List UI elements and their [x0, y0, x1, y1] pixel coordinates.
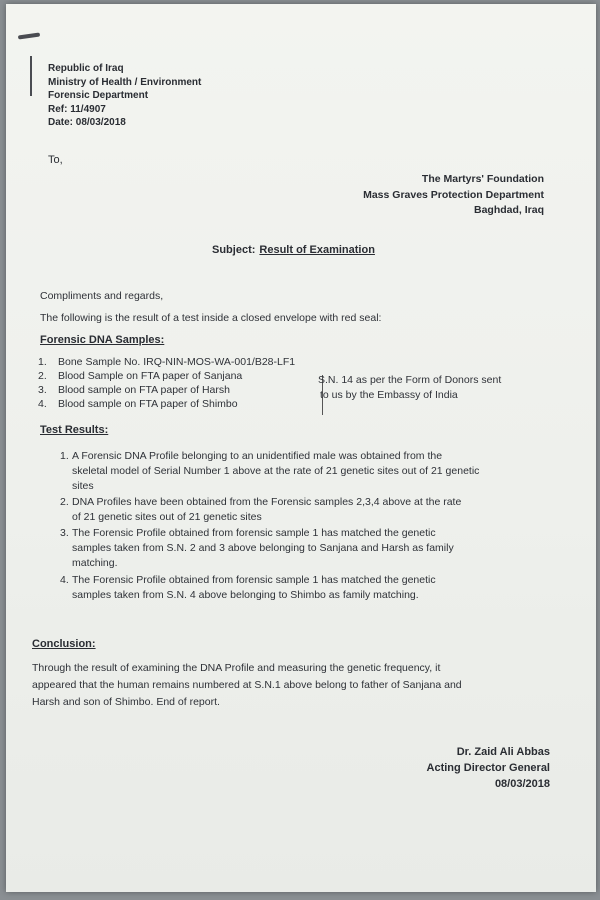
header-country: Republic of Iraq: [48, 63, 124, 74]
result-num-4: 4.: [60, 574, 69, 586]
greeting: Compliments and regards,: [40, 290, 164, 302]
result-1-line-2: skeletal model of Serial Number 1 above at the rate of 21 genetic sites out of 21 genetic: [72, 465, 480, 477]
conclusion-heading: Conclusion:: [32, 638, 96, 650]
conclusion-line-3: Harsh and son of Shimbo. End of report.: [32, 696, 220, 708]
sample-item-2: Blood Sample on FTA paper of Sanjana: [58, 370, 243, 382]
conclusion-line-1: Through the result of examining the DNA Profile and measuring the genetic frequency, it: [32, 662, 441, 674]
result-4-line-1: The Forensic Profile obtained from forensic sample 1 has matched the genetic: [72, 574, 436, 586]
result-3-line-1: The Forensic Profile obtained from forensic sample 1 has matched the genetic: [72, 527, 436, 539]
sample-num-2: 2.: [38, 370, 47, 382]
recipient-line-3: Baghdad, Iraq: [473, 204, 544, 216]
subject-text: Result of Examination: [259, 244, 375, 256]
sample-item-3: Blood sample on FTA paper of Harsh: [58, 384, 230, 396]
result-3-line-3: matching.: [72, 557, 118, 569]
subject-line: [212, 244, 375, 256]
document-page: [6, 4, 596, 892]
header-ministry: Ministry of Health / Environment: [48, 76, 202, 88]
result-4-line-2: samples taken from S.N. 4 above belonging to Shimbo as family matching.: [72, 589, 419, 601]
result-1-line-1: A Forensic DNA Profile belonging to an unidentified male was obtained from the: [72, 450, 443, 462]
samples-note-line-2: to us by the Embassy of India: [320, 389, 458, 401]
samples-heading: Forensic DNA Samples:: [40, 334, 165, 346]
sample-num-3: 3.: [38, 384, 47, 396]
header-date: Date: 08/03/2018: [48, 117, 126, 128]
result-3-line-2: samples taken from S.N. 2 and 3 above belonging to Sanjana and Harsh as family: [72, 542, 454, 554]
pen-mark: [18, 32, 40, 39]
result-2-line-1: DNA Profiles have been obtained from the Forensic samples 2,3,4 above at the rate: [72, 496, 462, 508]
to-label: To,: [48, 154, 63, 166]
signatory-name: Dr. Zaid Ali Abbas: [456, 746, 550, 758]
sample-item-4: Blood sample on FTA paper of Shimbo: [58, 398, 238, 410]
result-1-line-3: sites: [72, 480, 94, 492]
signatory-title: Acting Director General: [426, 762, 550, 774]
recipient-block: [363, 172, 544, 219]
recipient-line-2: Mass Graves Protection Department: [363, 188, 544, 201]
result-num-3: 3.: [60, 527, 69, 539]
letterhead: [48, 62, 201, 130]
margin-line: [30, 56, 32, 96]
result-2-line-2: of 21 genetic sites out of 21 genetic sites: [72, 511, 262, 523]
samples-note-line-1: S.N. 14 as per the Form of Donors sent: [318, 374, 502, 386]
header-department: Forensic Department: [48, 90, 149, 101]
recipient-line-1: The Martyrs' Foundation: [421, 173, 544, 185]
result-num-2: 2.: [60, 496, 69, 508]
sample-num-4: 4.: [38, 398, 47, 410]
signature-date: 08/03/2018: [494, 778, 550, 790]
intro-text: The following is the result of a test inside a closed envelope with red seal:: [40, 312, 382, 324]
subject-label: Subject:: [212, 244, 256, 256]
header-ref: Ref: 11/4907: [48, 103, 106, 115]
sample-item-1: Bone Sample No. IRQ-NIN-MOS-WA-001/B28-LF1: [58, 356, 296, 368]
conclusion-line-2: appeared that the human remains numbered at S.N.1 above belong to father of Sanjana and: [32, 679, 462, 691]
results-heading: Test Results:: [40, 424, 109, 436]
sample-num-1: 1.: [38, 356, 47, 368]
result-num-1: 1.: [60, 450, 69, 462]
signature-block: [427, 744, 550, 792]
